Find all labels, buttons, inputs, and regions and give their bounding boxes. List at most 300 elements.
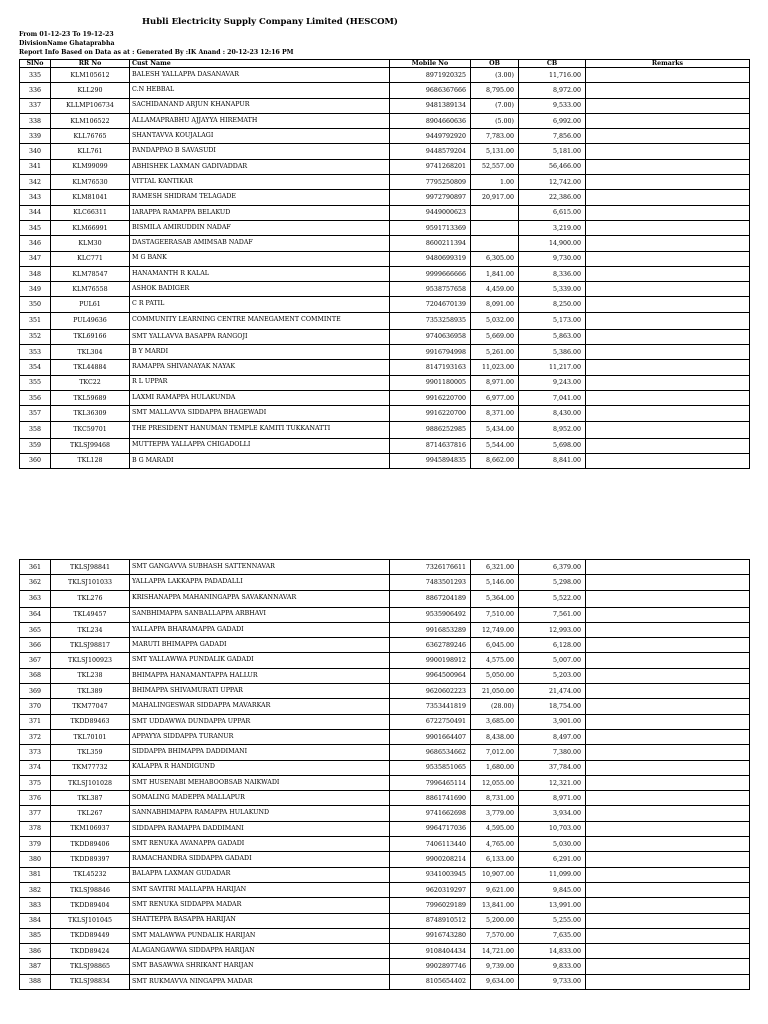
table-row	[20, 714, 750, 729]
cell-cust-name: MAHALINGESWAR SIDDAPPA MAVARKAR	[130, 699, 390, 714]
cell-cb: 7,041.00	[519, 390, 586, 405]
cell-cb: 8,971.00	[519, 791, 586, 806]
cell-slno: 345	[20, 220, 51, 235]
table-row	[20, 175, 750, 190]
cell-mobile: 9945894835	[390, 453, 471, 468]
cell-slno: 366	[20, 638, 51, 653]
cell-cb: 11,099.00	[519, 867, 586, 882]
cell-rrno: TKLSJ98846	[51, 882, 130, 897]
cell-cb: 3,219.00	[519, 220, 586, 235]
cell-cb: 5,181.00	[519, 144, 586, 159]
table-body-2	[20, 560, 750, 990]
cell-rrno: TKLSJ98817	[51, 638, 130, 653]
cell-ob: 10,907.00	[471, 867, 519, 882]
cell-mobile: 8105654402	[390, 974, 471, 989]
table-row	[20, 944, 750, 959]
cell-slno: 344	[20, 205, 51, 220]
cell-cb: 5,863.00	[519, 329, 586, 344]
table-row	[20, 668, 750, 683]
cell-remarks	[586, 282, 750, 297]
table-row	[20, 760, 750, 775]
cell-rrno: TKLSJ101028	[51, 775, 130, 790]
table-row	[20, 852, 750, 867]
table-row	[20, 129, 750, 144]
cell-cb: 8,250.00	[519, 297, 586, 312]
cell-cb: 5,173.00	[519, 312, 586, 329]
cell-remarks	[586, 622, 750, 637]
report-info: Report Info Based on Data as at : Generated By :IK Anand : 20-12-23 12:16 PM	[19, 49, 294, 56]
cell-slno: 362	[20, 575, 51, 590]
cell-cust-name: BISMILA AMIRUDDIN NADAF	[130, 220, 390, 235]
cell-cust-name: SACHIDANAND ARJUN KHANAPUR	[130, 98, 390, 113]
cell-remarks	[586, 390, 750, 405]
cell-cust-name: APPAYYA SIDDAPPA TURANUR	[130, 729, 390, 744]
cell-cb: 5,339.00	[519, 282, 586, 297]
cell-rrno: KLL76765	[51, 129, 130, 144]
cell-ob: 12,749.00	[471, 622, 519, 637]
cell-ob: 3,779.00	[471, 806, 519, 821]
cell-ob: 4,765.00	[471, 837, 519, 852]
cell-slno: 364	[20, 607, 51, 622]
table-row	[20, 775, 750, 790]
cell-rrno: TKL36309	[51, 406, 130, 421]
cell-rrno: KLM66991	[51, 220, 130, 235]
cell-mobile: 9480699319	[390, 251, 471, 266]
cell-slno: 372	[20, 729, 51, 744]
cell-ob: 6,045.00	[471, 638, 519, 653]
table-row	[20, 867, 750, 882]
table-row	[20, 406, 750, 421]
cell-remarks	[586, 959, 750, 974]
cell-cust-name: SMT RUKMAVVA NINGAPPA MADAR	[130, 974, 390, 989]
cell-slno: 340	[20, 144, 51, 159]
cell-remarks	[586, 144, 750, 159]
cell-cb: 3,901.00	[519, 714, 586, 729]
cell-rrno: KLM30	[51, 236, 130, 251]
table-row	[20, 360, 750, 375]
table-row	[20, 83, 750, 98]
cell-cust-name: SMT BASAWWA SHRIKANT HARIJAN	[130, 959, 390, 974]
report-period: From 01-12-23 To 19-12-23	[19, 31, 114, 38]
table-row	[20, 837, 750, 852]
cell-cust-name: SMT MALLAVVA SIDDAPPA BHAGEWADI	[130, 406, 390, 421]
cell-cust-name: KALAPPA R HANDIGUND	[130, 760, 390, 775]
cell-ob: 5,544.00	[471, 438, 519, 453]
cell-ob: 52,557.00	[471, 159, 519, 174]
cell-mobile: 6722750491	[390, 714, 471, 729]
cell-ob: 12,055.00	[471, 775, 519, 790]
cell-cust-name: MARUTI BHIMAPPA GADADI	[130, 638, 390, 653]
cell-remarks	[586, 928, 750, 943]
cell-cb: 5,386.00	[519, 345, 586, 360]
cell-remarks	[586, 837, 750, 852]
cell-slno: 365	[20, 622, 51, 637]
cell-cust-name: RAMACHANDRA SIDDAPPA GADADI	[130, 852, 390, 867]
cell-cust-name: RAMESH SHIDRAM TELAGADE	[130, 190, 390, 205]
cell-remarks	[586, 806, 750, 821]
cell-remarks	[586, 791, 750, 806]
cell-mobile: 9535906492	[390, 607, 471, 622]
cell-rrno: TKDD89406	[51, 837, 130, 852]
cell-cust-name: COMMUNITY LEARNING CENTRE MANEGAMENT COMMINTE	[130, 312, 390, 329]
cell-slno: 335	[20, 68, 51, 83]
cell-remarks	[586, 760, 750, 775]
cell-cust-name: SMT MALAWWA PUNDALIK HARIJAN	[130, 928, 390, 943]
cell-mobile: 9740636958	[390, 329, 471, 344]
cell-rrno: TKL276	[51, 590, 130, 607]
cell-cb: 9,243.00	[519, 375, 586, 390]
cell-cb: 5,030.00	[519, 837, 586, 852]
cell-slno: 379	[20, 837, 51, 852]
cell-ob: 7,510.00	[471, 607, 519, 622]
cell-mobile: 8600211394	[390, 236, 471, 251]
cell-cb: 9,533.00	[519, 98, 586, 113]
cell-mobile: 9341003945	[390, 867, 471, 882]
billing-table-1	[19, 59, 750, 469]
cell-cb: 9,833.00	[519, 959, 586, 974]
cell-cust-name: ALAGANGAWWA SIDDAPPA HARIJAN	[130, 944, 390, 959]
col-cb: CB	[519, 60, 586, 68]
table-row	[20, 251, 750, 266]
cell-remarks	[586, 251, 750, 266]
company-title: Hubli Electricity Supply Company Limited (HESCOM)	[142, 17, 398, 27]
cell-mobile: 7483501293	[390, 575, 471, 590]
cell-cb: 14,833.00	[519, 944, 586, 959]
cell-slno: 382	[20, 882, 51, 897]
cell-ob: 7,012.00	[471, 745, 519, 760]
col-mobile: Mobile No	[390, 60, 471, 68]
cell-ob: 6,133.00	[471, 852, 519, 867]
cell-slno: 342	[20, 175, 51, 190]
cell-cust-name: MUTTEPPA YALLAPPA CHIGADOLLI	[130, 438, 390, 453]
cell-cust-name: HANAMANTH R KALAL	[130, 266, 390, 281]
cell-rrno: KLC66311	[51, 205, 130, 220]
cell-ob: 6,977.00	[471, 390, 519, 405]
cell-cb: 6,128.00	[519, 638, 586, 653]
cell-rrno: TKLSJ100923	[51, 653, 130, 668]
cell-cb: 5,698.00	[519, 438, 586, 453]
cell-cb: 10,703.00	[519, 821, 586, 836]
col-rrno: RR No	[51, 60, 130, 68]
table-row	[20, 653, 750, 668]
table-row	[20, 453, 750, 468]
cell-mobile: 9620602223	[390, 684, 471, 699]
cell-remarks	[586, 98, 750, 113]
cell-slno: 360	[20, 453, 51, 468]
cell-cb: 11,217.00	[519, 360, 586, 375]
table-row	[20, 974, 750, 989]
table-row	[20, 205, 750, 220]
table-row	[20, 806, 750, 821]
cell-mobile: 8147193163	[390, 360, 471, 375]
cell-remarks	[586, 699, 750, 714]
table-row	[20, 575, 750, 590]
cell-rrno: PUL61	[51, 297, 130, 312]
table-row	[20, 421, 750, 438]
cell-cb: 14,900.00	[519, 236, 586, 251]
table-row	[20, 560, 750, 575]
cell-remarks	[586, 653, 750, 668]
cell-remarks	[586, 406, 750, 421]
cell-ob: 8,971.00	[471, 375, 519, 390]
table-row	[20, 913, 750, 928]
cell-ob: 6,321.00	[471, 560, 519, 575]
table-row	[20, 144, 750, 159]
table-row	[20, 329, 750, 344]
cell-rrno: TKLSJ101033	[51, 575, 130, 590]
cell-cust-name: SIDDAPPA BHIMAPPA DADDIMANI	[130, 745, 390, 760]
cell-cb: 12,993.00	[519, 622, 586, 637]
cell-ob: 8,438.00	[471, 729, 519, 744]
cell-slno: 336	[20, 83, 51, 98]
cell-remarks	[586, 68, 750, 83]
cell-cust-name: LAXMI RAMAPPA HULAKUNDA	[130, 390, 390, 405]
cell-mobile: 8904660636	[390, 113, 471, 128]
cell-cb: 8,430.00	[519, 406, 586, 421]
cell-rrno: TKLSJ98834	[51, 974, 130, 989]
cell-slno: 346	[20, 236, 51, 251]
cell-remarks	[586, 266, 750, 281]
cell-cust-name: PANDAPPAO B SAVASUDI	[130, 144, 390, 159]
cell-ob: 1.00	[471, 175, 519, 190]
cell-remarks	[586, 129, 750, 144]
cell-rrno: KLM105612	[51, 68, 130, 83]
cell-cust-name: SMT RENUKA AVANAPPA GADADI	[130, 837, 390, 852]
cell-cust-name: B G MARADI	[130, 453, 390, 468]
cell-mobile: 9449000623	[390, 205, 471, 220]
cell-cb: 6,291.00	[519, 852, 586, 867]
cell-remarks	[586, 453, 750, 468]
cell-remarks	[586, 638, 750, 653]
cell-mobile: 9481389134	[390, 98, 471, 113]
table-row	[20, 159, 750, 174]
cell-slno: 343	[20, 190, 51, 205]
cell-cb: 6,615.00	[519, 205, 586, 220]
cell-cust-name: SMT YALLAVVA BASAPPA RANGOJI	[130, 329, 390, 344]
cell-slno: 386	[20, 944, 51, 959]
table-row	[20, 791, 750, 806]
cell-ob: 5,200.00	[471, 913, 519, 928]
cell-rrno: TKL234	[51, 622, 130, 637]
cell-remarks	[586, 867, 750, 882]
cell-mobile: 7204670139	[390, 297, 471, 312]
cell-cb: 11,716.00	[519, 68, 586, 83]
cell-cust-name: C.N HEBBAL	[130, 83, 390, 98]
cell-slno: 341	[20, 159, 51, 174]
cell-cb: 5,298.00	[519, 575, 586, 590]
cell-slno: 375	[20, 775, 51, 790]
cell-ob: 1,841.00	[471, 266, 519, 281]
cell-rrno: TKL128	[51, 453, 130, 468]
cell-cust-name: RAMAPPA SHIVANAYAK NAYAK	[130, 360, 390, 375]
table-row	[20, 266, 750, 281]
table-row	[20, 638, 750, 653]
cell-mobile: 7795250809	[390, 175, 471, 190]
cell-cust-name: SMT SAVITRI MALLAPPA HARIJAN	[130, 882, 390, 897]
cell-mobile: 8971920325	[390, 68, 471, 83]
cell-rrno: KLC771	[51, 251, 130, 266]
cell-cb: 13,991.00	[519, 898, 586, 913]
cell-cb: 8,841.00	[519, 453, 586, 468]
cell-rrno: TKL45232	[51, 867, 130, 882]
cell-cb: 56,466.00	[519, 159, 586, 174]
table-row	[20, 699, 750, 714]
cell-ob: (7.00)	[471, 98, 519, 113]
cell-ob: 4,595.00	[471, 821, 519, 836]
cell-cust-name: R L UPPAR	[130, 375, 390, 390]
cell-slno: 380	[20, 852, 51, 867]
cell-cb: 8,952.00	[519, 421, 586, 438]
cell-mobile: 9916794998	[390, 345, 471, 360]
cell-slno: 347	[20, 251, 51, 266]
cell-remarks	[586, 714, 750, 729]
cell-ob: 5,434.00	[471, 421, 519, 438]
cell-rrno: TKC22	[51, 375, 130, 390]
cell-cb: 7,635.00	[519, 928, 586, 943]
cell-cust-name: SOMALING MADEPPA MALLAPUR	[130, 791, 390, 806]
table-header-row	[20, 60, 750, 68]
cell-slno: 387	[20, 959, 51, 974]
table-row	[20, 882, 750, 897]
cell-ob: 9,621.00	[471, 882, 519, 897]
cell-ob: 5,131.00	[471, 144, 519, 159]
cell-mobile: 9900208214	[390, 852, 471, 867]
cell-remarks	[586, 745, 750, 760]
cell-slno: 371	[20, 714, 51, 729]
cell-cust-name: M G BANK	[130, 251, 390, 266]
cell-remarks	[586, 684, 750, 699]
cell-remarks	[586, 729, 750, 744]
cell-slno: 349	[20, 282, 51, 297]
cell-slno: 374	[20, 760, 51, 775]
cell-rrno: PUL49636	[51, 312, 130, 329]
cell-mobile: 7996029189	[390, 898, 471, 913]
table-row	[20, 345, 750, 360]
cell-rrno: TKL59689	[51, 390, 130, 405]
cell-ob: 7,570.00	[471, 928, 519, 943]
cell-remarks	[586, 312, 750, 329]
cell-slno: 363	[20, 590, 51, 607]
cell-slno: 351	[20, 312, 51, 329]
cell-slno: 368	[20, 668, 51, 683]
cell-rrno: KLM78547	[51, 266, 130, 281]
cell-cust-name: IARAPPA RAMAPPA BELAKUD	[130, 205, 390, 220]
cell-rrno: TKLSJ98865	[51, 959, 130, 974]
cell-remarks	[586, 360, 750, 375]
cell-slno: 359	[20, 438, 51, 453]
cell-cust-name: SANBHIMAPPA SANBALLAPPA ARBHAVI	[130, 607, 390, 622]
cell-slno: 357	[20, 406, 51, 421]
cell-mobile: 7406113440	[390, 837, 471, 852]
cell-remarks	[586, 375, 750, 390]
cell-ob: 8,795.00	[471, 83, 519, 98]
cell-mobile: 9741662698	[390, 806, 471, 821]
cell-ob: 7,783.00	[471, 129, 519, 144]
cell-rrno: KLL761	[51, 144, 130, 159]
cell-rrno: TKL359	[51, 745, 130, 760]
cell-remarks	[586, 175, 750, 190]
cell-remarks	[586, 220, 750, 235]
cell-cust-name: ASHOK BADIGER	[130, 282, 390, 297]
cell-rrno: KLL290	[51, 83, 130, 98]
table-row	[20, 390, 750, 405]
division-name: DivisionName Ghataprabha	[19, 40, 115, 47]
cell-slno: 369	[20, 684, 51, 699]
cell-mobile: 9901180005	[390, 375, 471, 390]
table-row	[20, 312, 750, 329]
cell-ob: 5,261.00	[471, 345, 519, 360]
cell-rrno: TKDD89404	[51, 898, 130, 913]
cell-ob: 21,050.00	[471, 684, 519, 699]
cell-mobile: 9916220700	[390, 390, 471, 405]
cell-slno: 376	[20, 791, 51, 806]
cell-cust-name: SHATTEPPA BASAPPA HARIJAN	[130, 913, 390, 928]
cell-remarks	[586, 852, 750, 867]
cell-rrno: TKL304	[51, 345, 130, 360]
cell-cust-name: SANNABHIMAPPA RAMAPPA HULAKUND	[130, 806, 390, 821]
cell-remarks	[586, 882, 750, 897]
cell-cust-name: SMT YALLAWWA PUNDALIK GADADI	[130, 653, 390, 668]
cell-remarks	[586, 898, 750, 913]
cell-mobile: 9902897746	[390, 959, 471, 974]
cell-remarks	[586, 944, 750, 959]
cell-rrno: TKDD89449	[51, 928, 130, 943]
cell-mobile: 7353441819	[390, 699, 471, 714]
cell-cust-name: DASTAGEERASAB AMIMSAB NADAF	[130, 236, 390, 251]
cell-slno: 385	[20, 928, 51, 943]
cell-cust-name: SMT HUSENABI MEHABOOBSAB NAIKWADI	[130, 775, 390, 790]
cell-remarks	[586, 159, 750, 174]
cell-remarks	[586, 775, 750, 790]
cell-ob: 5,050.00	[471, 668, 519, 683]
cell-ob: 8,662.00	[471, 453, 519, 468]
cell-mobile: 9916220700	[390, 406, 471, 421]
cell-cust-name: YALLAPPA LAKKAPPA PADADALLI	[130, 575, 390, 590]
cell-ob: 9,739.00	[471, 959, 519, 974]
cell-rrno: KLM76530	[51, 175, 130, 190]
cell-mobile: 9620319297	[390, 882, 471, 897]
cell-ob: 5,364.00	[471, 590, 519, 607]
table-row	[20, 68, 750, 83]
cell-rrno: TKDD89424	[51, 944, 130, 959]
cell-cust-name: B Y MARDI	[130, 345, 390, 360]
cell-rrno: TKLSJ98841	[51, 560, 130, 575]
cell-mobile: 6362789246	[390, 638, 471, 653]
cell-mobile: 9741268201	[390, 159, 471, 174]
cell-cust-name: BHIMAPPA SHIVAMURATI UPPAR	[130, 684, 390, 699]
cell-cb: 9,733.00	[519, 974, 586, 989]
table-row	[20, 959, 750, 974]
cell-rrno: KLM106522	[51, 113, 130, 128]
cell-remarks	[586, 668, 750, 683]
cell-mobile: 9972790897	[390, 190, 471, 205]
cell-cb: 22,386.00	[519, 190, 586, 205]
table-row	[20, 729, 750, 744]
cell-rrno: TKLSJ99468	[51, 438, 130, 453]
table-row	[20, 282, 750, 297]
cell-slno: 378	[20, 821, 51, 836]
cell-rrno: TKL69166	[51, 329, 130, 344]
cell-mobile: 9108404434	[390, 944, 471, 959]
table-row	[20, 297, 750, 312]
cell-cb: 8,972.00	[519, 83, 586, 98]
col-remarks: Remarks	[586, 60, 750, 68]
cell-mobile: 7326176611	[390, 560, 471, 575]
cell-ob: (3.00)	[471, 68, 519, 83]
cell-cust-name: ALLAMAPRABHU AJJAYYA HIREMATH	[130, 113, 390, 128]
cell-remarks	[586, 821, 750, 836]
table-row	[20, 607, 750, 622]
